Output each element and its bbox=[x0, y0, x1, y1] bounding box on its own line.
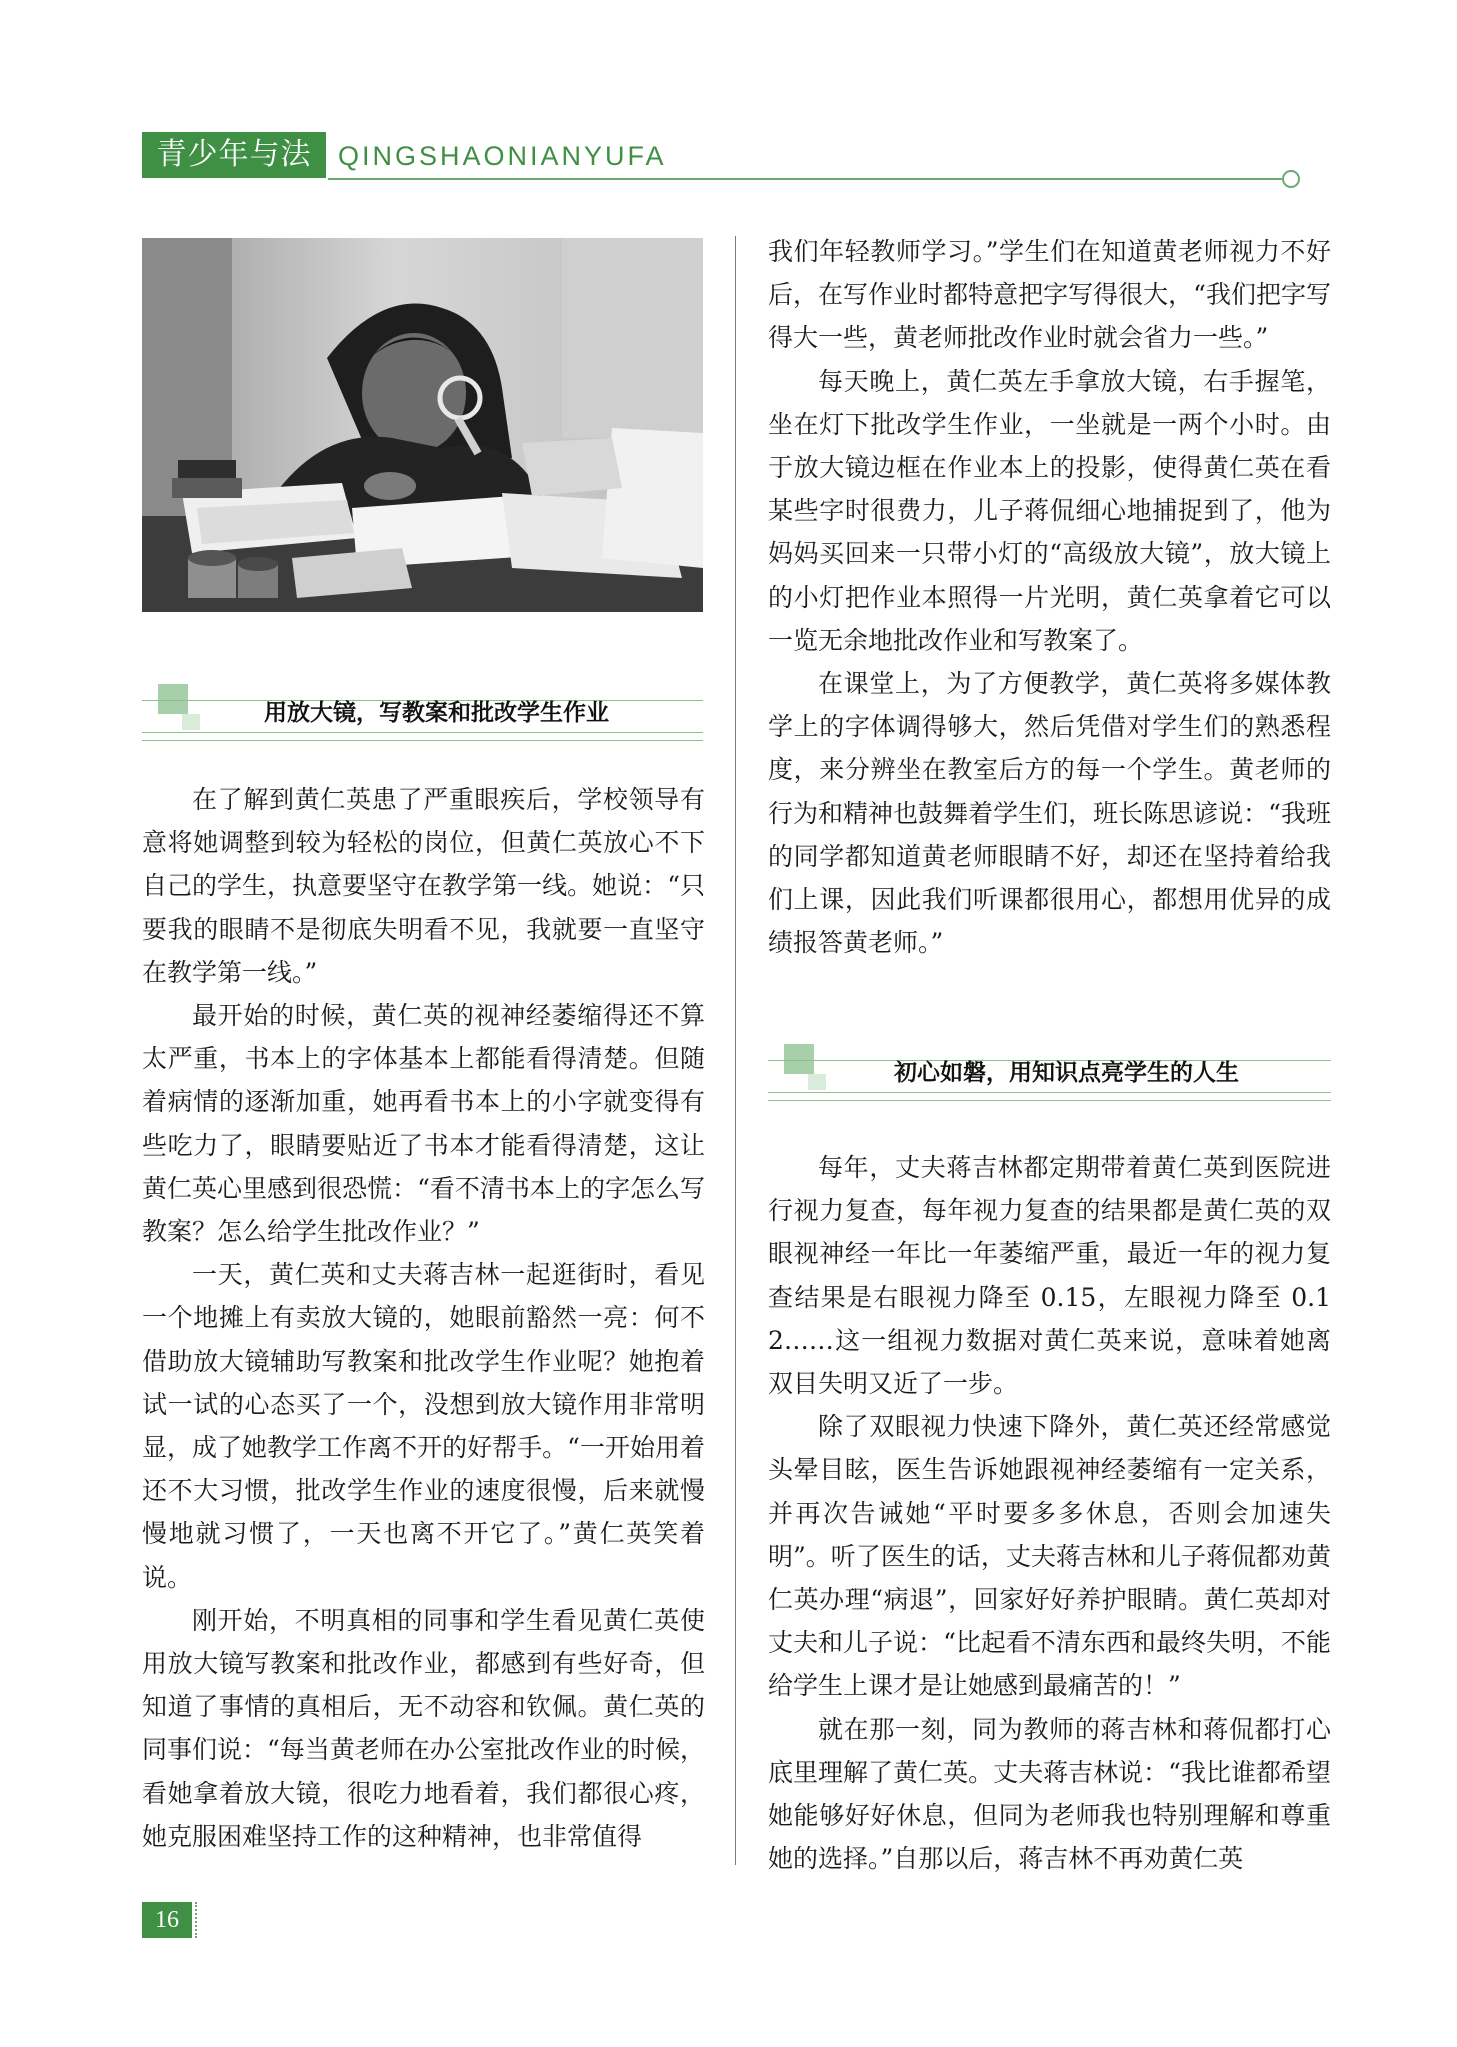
magazine-section-pinyin: QINGSHAONIANYUFA bbox=[338, 141, 667, 171]
heading-square-ornament bbox=[182, 714, 200, 730]
section-heading-right bbox=[768, 1040, 1331, 1110]
magazine-section-title: 青少年与法 bbox=[142, 132, 326, 178]
heading-square-ornament bbox=[808, 1074, 826, 1090]
heading-line bbox=[768, 1092, 1331, 1093]
section-heading-title: 初心如磐，用知识点亮学生的人生 bbox=[894, 1060, 1239, 1086]
heading-line bbox=[142, 740, 703, 741]
header-ring-ornament bbox=[1282, 170, 1300, 188]
left-column-text bbox=[142, 778, 705, 1858]
paragraph: 除了双眼视力快速下降外，黄仁英还经常感觉头晕目眩，医生告诉她跟视神经萎缩有一定关系，并再次告诫她“平时要多多休息，否则会加速失明”。听了医生的话，丈夫蒋吉林和儿子蒋侃都劝黄仁英办理“病退”，回家好好养护眼睛。黄仁英却对丈夫和儿子说：“比起看不清东西和最终失明，不能给学生上课才是让她感到最痛苦的！” bbox=[768, 1412, 1331, 1701]
paragraph: 在了解到黄仁英患了严重眼疾后，学校领导有意将她调整到较为轻松的岗位，但黄仁英放心不下自己的学生，执意要坚守在教学第一线。她说：“只要我的眼睛不是彻底失明看不见，我就要一直坚守在教学第一线。” bbox=[142, 785, 705, 987]
paragraph: 就在那一刻，同为教师的蒋吉林和蒋侃都打心底里理解了黄仁英。丈夫蒋吉林说：“我比谁都希望她能够好好休息，但同为老师我也特别理解和尊重她的选择。”自那以后，蒋吉林不再劝黄仁英 bbox=[768, 1714, 1331, 1874]
paragraph: 每年，丈夫蒋吉林都定期带着黄仁英到医院进行视力复查，每年视力复查的结果都是黄仁英的双眼视神经一年比一年萎缩严重，最近一年的视力复查结果是右眼视力降至 0.15，左眼视力降至 0.12……这一组视力数据对黄仁英来说，意味着她离双目失明又近了一步。 bbox=[768, 1153, 1331, 1399]
heading-square-ornament bbox=[158, 684, 188, 714]
heading-square-ornament bbox=[784, 1044, 814, 1074]
heading-line bbox=[768, 1100, 1331, 1101]
right-column-text-top bbox=[768, 230, 1331, 964]
column-divider bbox=[735, 236, 736, 1865]
photo-teacher-with-magnifier-icon bbox=[142, 238, 703, 612]
paragraph: 在课堂上，为了方便教学，黄仁英将多媒体教学上的字体调得够大，然后凭借对学生们的熟悉程度，来分辨坐在教室后方的每一个学生。黄老师的行为和精神也鼓舞着学生们，班长陈思谚说：“我班的同学都知道黄老师眼睛不好，却还在坚持着给我们上课，因此我们听课都很用心，都想用优异的成绩报答黄老师。” bbox=[768, 669, 1331, 958]
paragraph: 一天，黄仁英和丈夫蒋吉林一起逛街时，看见一个地摊上有卖放大镜的，她眼前豁然一亮：何不借助放大镜辅助写教案和批改学生作业呢？她抱着试一试的心态买了一个，没想到放大镜作用非常明显，成了她教学工作离不开的好帮手。“一开始用着还不大习惯，批改学生作业的速度很慢，后来就慢慢地就习惯了，一天也离不开它了。”黄仁英笑着说。 bbox=[142, 1260, 705, 1592]
paragraph: 刚开始，不明真相的同事和学生看见黄仁英使用放大镜写教案和批改作业，都感到有些好奇，但知道了事情的真相后，无不动容和钦佩。黄仁英的同事们说：“每当黄老师在办公室批改作业的时候，看她拿着放大镜，很吃力地看着，我们都很心疼，她克服困难坚持工作的这种精神，也非常值得 bbox=[142, 1605, 705, 1851]
right-column-text-bottom bbox=[768, 1146, 1331, 1880]
page-number-dotted-rule bbox=[195, 1902, 197, 1938]
page-number: 16 bbox=[142, 1902, 192, 1938]
section-heading-left bbox=[142, 680, 703, 750]
article-photo bbox=[142, 238, 703, 612]
section-heading-title: 用放大镜，写教案和批改学生作业 bbox=[264, 700, 609, 726]
paragraph: 我们年轻教师学习。”学生们在知道黄老师视力不好后，在写作业时都特意把字写得很大，“我们把字写得大一些，黄老师批改作业时就会省力一些。” bbox=[768, 237, 1331, 353]
paragraph: 每天晚上，黄仁英左手拿放大镜，右手握笔，坐在灯下批改学生作业，一坐就是一两个小时。由于放大镜边框在作业本上的投影，使得黄仁英在看某些字时很费力，儿子蒋侃细心地捕捉到了，他为妈妈买回来一只带小灯的“高级放大镜”，放大镜上的小灯把作业本照得一片光明，黄仁英拿着它可以一览无余地批改作业和写教案了。 bbox=[768, 366, 1331, 655]
heading-line bbox=[142, 732, 703, 733]
paragraph: 最开始的时候，黄仁英的视神经萎缩得还不算太严重，书本上的字体基本上都能看得清楚。但随着病情的逐渐加重，她再看书本上的小字就变得有些吃力了，眼睛要贴近了书本才能看得清楚，这让黄仁英心里感到很恐慌：“看不清书本上的字怎么写教案？怎么给学生批改作业？” bbox=[142, 1001, 705, 1247]
header-rule bbox=[328, 178, 1282, 180]
